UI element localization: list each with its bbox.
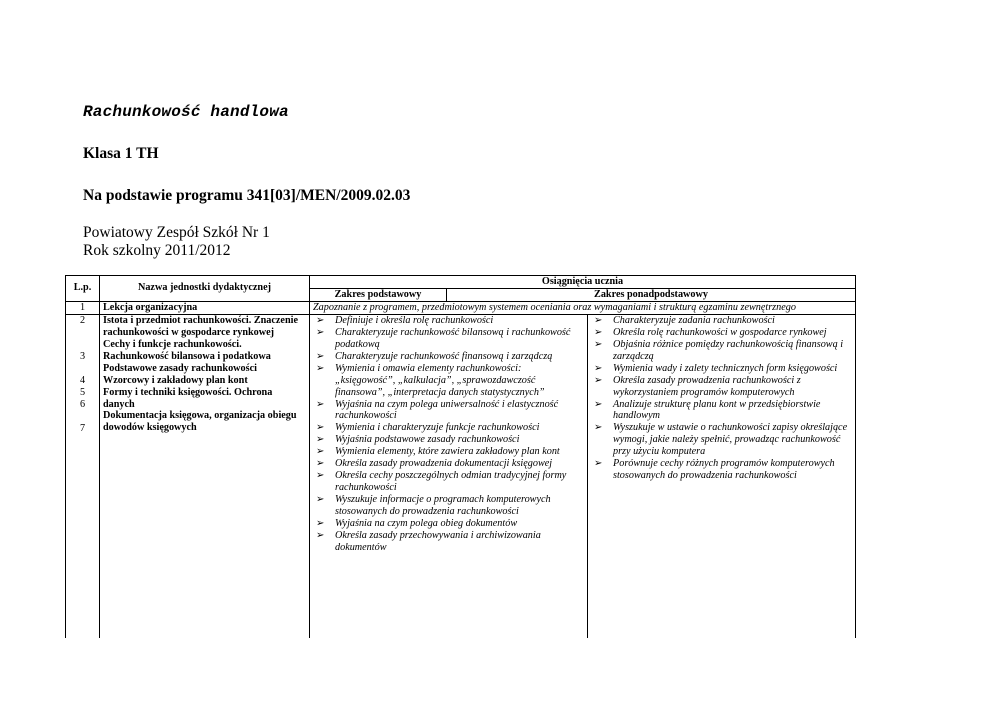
list-item: ➢ Charakteryzuje rachunkowość finansową i zarządczą xyxy=(313,351,584,363)
list-item: ➢ Wyjaśnia podstawowe zasady rachunkowości xyxy=(313,434,584,446)
list-item: ➢ Definiuje i określa rolę rachunkowości xyxy=(313,315,584,327)
unit-name: Lekcja organizacyjna xyxy=(100,301,310,314)
list-item: ➢ Określa cechy poszczególnych odmian tradycyjnej formy rachunkowości xyxy=(313,470,584,494)
table-row xyxy=(66,314,856,638)
list-item: ➢ Wyjaśnia na czym polega obieg dokumentów xyxy=(313,518,584,530)
list-item: ➢ Wyjaśnia na czym polega uniwersalność i elastyczność rachunkowości xyxy=(313,399,584,423)
basic-scope-cell xyxy=(310,314,588,638)
row-number: 5 xyxy=(79,386,86,398)
list-item: ➢ Określa zasady prowadzenia dokumentacji księgowej xyxy=(313,458,584,470)
achievements-header: Osiągnięcia ucznia xyxy=(310,276,856,289)
school-name: Powiatowy Zespół Szkół Nr 1 xyxy=(83,224,270,241)
unit-name: Podstawowe zasady rachunkowości xyxy=(103,362,257,374)
unit-name: Wzorcowy i zakładowy plan kont xyxy=(103,374,248,386)
unit-name: Dokumentacja księgowa, organizacja obiegu dowodów księgowych xyxy=(103,410,297,434)
basic-scope-header: Zakres podstawowy xyxy=(310,288,447,301)
list-item: ➢ Określa rolę rachunkowości w gospodarce rynkowej xyxy=(591,327,852,339)
list-item: ➢ Wymienia i omawia elementy rachunkowości: „księgowość”, „kalkulacja”, „sprawozdawczość finansowa”, „interpretacja danych statystycznych” xyxy=(313,363,584,399)
extended-scope-list xyxy=(591,315,852,482)
unit-description: Zapoznanie z programem, przedmiotowym systemem oceniania oraz wymaganiami i strukturą egzaminu zewnętrznego xyxy=(310,301,856,314)
extended-scope-header: Zakres ponadpodstawowy xyxy=(447,288,856,301)
list-item: ➢ Wyszukuje w ustawie o rachunkowości zapisy określające wymogi, jakie należy spełnić, prowadząc rachunkowość przy użyciu komputera xyxy=(591,422,852,458)
list-item: ➢ Charakteryzuje zadania rachunkowości xyxy=(591,315,852,327)
row-number: 4 xyxy=(79,374,86,386)
list-item: ➢ Określa zasady prowadzenia rachunkowości z wykorzystaniem programów komputerowych xyxy=(591,375,852,399)
unit-header: Nazwa jednostki dydaktycznej xyxy=(100,276,310,302)
header-row xyxy=(66,276,856,289)
unit-name: Istota i przedmiot rachunkowości. Znaczenie rachunkowości w gospodarce rynkowej xyxy=(103,314,298,338)
row-number: 3 xyxy=(79,350,86,362)
list-item: ➢ Wymienia i charakteryzuje funkcje rachunkowości xyxy=(313,422,584,434)
row-numbers xyxy=(66,314,100,638)
table-row xyxy=(66,301,856,314)
list-item: ➢ Określa zasady przechowywania i archiwizowania dokumentów xyxy=(313,530,584,554)
list-item: ➢ Wyszukuje informacje o programach komputerowych stosowanych do prowadzenia rachunkowości xyxy=(313,494,584,518)
row-number: 2 xyxy=(79,314,86,326)
extended-scope-cell xyxy=(588,314,856,638)
list-item: ➢ Objaśnia różnice pomiędzy rachunkowością finansową i zarządczą xyxy=(591,339,852,363)
row-number: 1 xyxy=(66,301,100,314)
basic-scope-list xyxy=(313,315,584,554)
list-item: ➢ Porównuje cechy różnych programów komputerowych stosowanych do prowadzenia rachunkowości xyxy=(591,458,852,482)
document-title: Rachunkowość handlowa xyxy=(83,103,289,121)
program-line: Na podstawie programu 341[03]/MEN/2009.02.03 xyxy=(83,187,411,204)
list-item: ➢ Wymienia elementy, które zawiera zakładowy plan kont xyxy=(313,446,584,458)
class-line: Klasa 1 TH xyxy=(83,145,159,162)
row-number: 6 xyxy=(79,398,86,410)
curriculum-table xyxy=(65,275,856,638)
unit-name: Formy i techniki księgowości. Ochrona danych xyxy=(103,386,273,410)
unit-names xyxy=(100,314,310,638)
lp-header: L.p. xyxy=(66,276,100,302)
list-item: ➢ Charakteryzuje rachunkowość bilansową i rachunkowość podatkową xyxy=(313,327,584,351)
school-year: Rok szkolny 2011/2012 xyxy=(83,242,231,259)
row-number: 7 xyxy=(79,422,86,434)
list-item: ➢ Wymienia wady i zalety technicznych form księgowości xyxy=(591,363,852,375)
unit-name: Cechy i funkcje rachunkowości. Rachunkowość bilansowa i podatkowa xyxy=(103,338,271,362)
list-item: ➢ Analizuje strukturę planu kont w przedsiębiorstwie handlowym xyxy=(591,399,852,423)
